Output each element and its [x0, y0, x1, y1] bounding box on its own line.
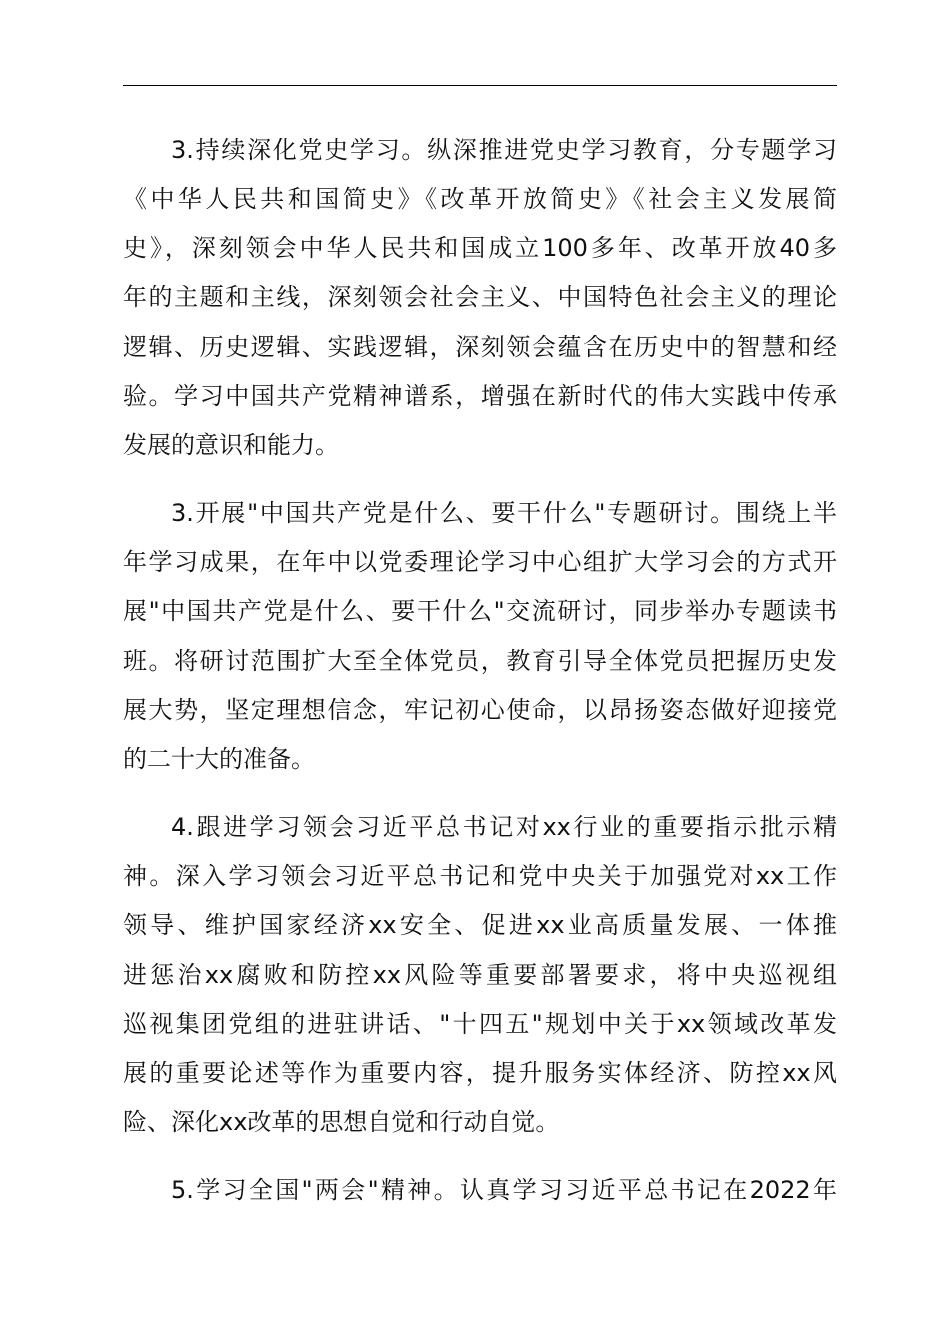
paragraph-1-line-4: 年的主题和主线，深刻领会社会主义、中国特色社会主义的理论	[123, 283, 837, 311]
paragraph-1-line-6: 验。学习中国共产党精神谱系，增强在新时代的伟大实践中传承	[123, 382, 837, 410]
paragraph-3-line-1: 4.跟进学习领会习近平总书记对xx行业的重要指示批示精	[171, 813, 837, 841]
paragraph-1-line-7: 发展的意识和能力。	[123, 431, 339, 459]
paragraph-3-line-5: 巡视集团党组的进驻讲话、"十四五"规划中关于xx领域改革发	[123, 1010, 837, 1038]
paragraph-1-line-1: 3.持续深化党史学习。纵深推进党史学习教育，分专题学习	[171, 136, 837, 164]
paragraph-1-line-2: 《中华人民共和国简史》《改革开放简史》《社会主义发展简	[123, 185, 837, 213]
paragraph-2-line-4: 班。将研讨范围扩大至全体党员，教育引导全体党员把握历史发	[123, 647, 837, 675]
paragraph-2-line-1: 3.开展"中国共产党是什么、要干什么"专题研讨。围绕上半	[171, 499, 837, 527]
paragraph-3-line-4: 进惩治xx腐败和防控xx风险等重要部署要求，将中央巡视组	[123, 961, 837, 989]
paragraph-3-line-7: 险、深化xx改革的思想自觉和行动自觉。	[123, 1108, 560, 1136]
header-rule	[123, 85, 837, 86]
paragraph-1-line-3: 史》，深刻领会中华人民共和国成立100多年、改革开放40多	[123, 234, 837, 262]
paragraph-3-line-2: 神。深入学习领会习近平总书记和党中央关于加强党对xx工作	[123, 862, 837, 890]
paragraph-2-line-3: 展"中国共产党是什么、要干什么"交流研讨，同步举办专题读书	[123, 597, 837, 625]
paragraph-3-line-6: 展的重要论述等作为重要内容，提升服务实体经济、防控xx风	[123, 1059, 837, 1087]
paragraph-2-line-6: 的二十大的准备。	[123, 745, 315, 773]
paragraph-3-line-3: 领导、维护国家经济xx安全、促进xx业高质量发展、一体推	[123, 911, 837, 939]
paragraph-1-line-5: 逻辑、历史逻辑、实践逻辑，深刻领会蕴含在历史中的智慧和经	[123, 333, 837, 361]
paragraph-4-line-1: 5.学习全国"两会"精神。认真学习习近平总书记在2022年	[171, 1176, 837, 1204]
paragraph-2-line-2: 年学习成果，在年中以党委理论学习中心组扩大学习会的方式开	[123, 548, 837, 576]
paragraph-2-line-5: 展大势，坚定理想信念，牢记初心使命，以昂扬姿态做好迎接党	[123, 696, 837, 724]
